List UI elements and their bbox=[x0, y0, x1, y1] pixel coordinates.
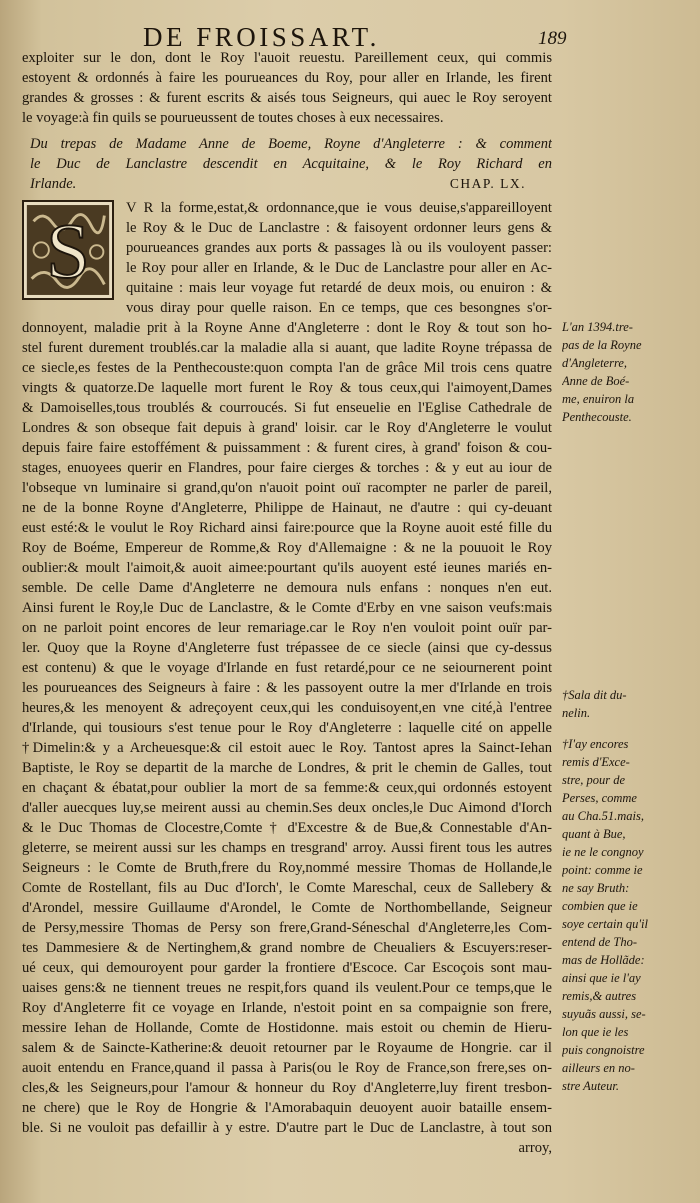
text-line: Londres & son obseque fait depuis à grand' loisir. car le Roy d'Angleterre le voulut bbox=[22, 420, 552, 436]
text-line: grandes & grosses : & furent escrits & aisés tous Seigneurs, qui auec le Roy seroyent bbox=[22, 90, 552, 106]
text-line: auoit entendu en France,quand il passa à Paris(ou le Roy de France,son frere,ses on- bbox=[22, 1060, 552, 1076]
margin-line: ie ne le congnoy bbox=[562, 845, 644, 859]
text-line: d'Arondel, messire Guillaume d'Arondel, le Comte de Northombellande, Seigneur bbox=[22, 900, 552, 916]
text-line: de Persy,messire Thomas de Persy son frere,Grand-Séneschal d'Angleterre,les Com- bbox=[22, 920, 552, 936]
margin-note-dunelin bbox=[562, 686, 694, 722]
text-line: ué ceux, qui demouroyent pour garder la frontiere d'Escoce. Car Escoçois sont mau- bbox=[22, 960, 552, 976]
text-line: exploiter sur le don, dont le Roy l'auoit reuestu. Pareillement ceux, qui commis bbox=[22, 50, 552, 66]
margin-line: suyuãs aussi, se- bbox=[562, 1007, 646, 1021]
heading-line: Irlande. bbox=[30, 176, 77, 192]
main-paragraph bbox=[22, 318, 552, 1138]
text-line: oublier:& moult l'aimoit,& auoit aimee:pourtant qu'ils auoyent esté ieunes mariés en- bbox=[22, 560, 552, 576]
text-line: Ainsi furent le Roy,le Duc de Lanclastre, & le Comte d'Erby en vne saison veufs:mais bbox=[22, 600, 552, 616]
text-line: ne de la bonne Royne d'Angleterre, Philippe de Hainaut, ne d'autre : qui cy-deuant bbox=[22, 500, 552, 516]
margin-line: remis,& autres bbox=[562, 989, 637, 1003]
text-line: Baptiste, le Roy se departit de la marche de Londres, & prit le chemin de Galles, tout bbox=[22, 760, 552, 776]
margin-line: L'an 1394.tre- bbox=[562, 320, 633, 334]
margin-line: mas de Hollãde: bbox=[562, 953, 645, 967]
text-line: salem & de Saincte-Katherine:& deuoit retourner par le Royaume de Hongrie. car il bbox=[22, 1040, 552, 1056]
text-line: l'obseque vn luminaire si grand,qu'on n'auoit point ouï racompter ne parler de pareil, bbox=[22, 480, 552, 496]
text-line: tes Dammesiere & de Nertinghem,& grand nombre de Cheualiers & Escuyers:reser- bbox=[22, 940, 552, 956]
margin-line: me, enuiron la bbox=[562, 392, 635, 406]
text-line: est contenu) & que le voyage d'Irlande en fust retardé,pour ce ne seiournerent point bbox=[22, 660, 552, 676]
catchword: arroy, bbox=[518, 1140, 552, 1156]
margin-line: point: comme ie bbox=[562, 863, 643, 877]
decorated-initial bbox=[22, 200, 114, 300]
text-line: pourueances grandes aux ports & passages là ou ils vouloyent passer: bbox=[126, 240, 552, 256]
text-line: gleterre, se meirent aussi sur les champs en tresgrand' arroy. Aussi firent tous les autres bbox=[22, 840, 552, 856]
margin-line: Perses, comme bbox=[562, 791, 637, 805]
text-line: V R la forme,estat,& ordonnance,que ie vous deuise,s'appareilloyent bbox=[126, 200, 552, 216]
heading-last-row bbox=[30, 174, 552, 194]
chapter-number: CHAP. LX. bbox=[449, 176, 526, 191]
text-line: le Roy pour aller en Irlande, & le Duc de Lanclastre pour aller en Ac- bbox=[126, 260, 552, 276]
page-number: 189 bbox=[538, 28, 567, 49]
text-line: le voyage:à fin quils se pourueussent de toutes choses à eux necessaires. bbox=[22, 110, 444, 126]
margin-line: †I'ay encores bbox=[562, 737, 629, 751]
margin-line: †Sala dit du- bbox=[562, 688, 627, 702]
text-line: semble. De celle Dame d'Angleterre ne demoura nuls enfans : nonques n'en eut. bbox=[22, 580, 552, 596]
opening-paragraph bbox=[22, 48, 552, 128]
margin-line: soye certain qu'il bbox=[562, 917, 648, 931]
text-line: on ne parloit point encores de leur remariage.car le Roy n'en vouloit point ouïr par- bbox=[22, 620, 552, 636]
text-line: heures,& les menoyent & adreçoyent ceux,qui les conduisoyent,en vne cité,à l'entree bbox=[22, 700, 552, 716]
text-line: eust esté:& le voulut le Roy Richard ainsi faire:pource que la Royne auoit esté fille du bbox=[22, 520, 552, 536]
chapter-heading bbox=[22, 134, 552, 194]
text-line: vingts & quatorze.De laquelle mort furent le Roy & tous ceux,qui l'aimoyent,Dames bbox=[22, 380, 552, 396]
text-line: Roy de Boéme, Empereur de Romme,& Roy d'Allemaigne : & ne la pouuoit le Roy bbox=[22, 540, 552, 556]
margin-line: Penthecouste. bbox=[562, 410, 632, 424]
text-line: & le Duc Thomas de Clocestre,Comte † d'Excestre & de Bue,& Connestable d'An- bbox=[22, 820, 552, 836]
margin-line: combien que ie bbox=[562, 899, 638, 913]
text-line: Roy d'Angleterre fit ce voyage en Irlande, n'estoit point en sa compaignie son frere, bbox=[22, 1000, 552, 1016]
margin-note-death-of-queen bbox=[562, 318, 694, 426]
chapter-opening bbox=[22, 198, 552, 318]
text-line: †Dimelin:& y a Archeuesque:& cil estoit auec le Roy. Tantost apres la Sainct-Iehan bbox=[22, 740, 552, 756]
text-line: Seigneurs : le Comte de Bruth,frere du Roy,nommé messire Thomas de Hollande,le bbox=[22, 860, 552, 876]
heading-line: le Duc de Lanclastre descendit en Acquitaine, & le Roy Richard en bbox=[30, 156, 552, 172]
text-line: estoyent & ordonnés à faire les pourueances du Roy, pour aller en Irlande, les firent bbox=[22, 70, 552, 86]
text-line: vous diray pour quelle raison. En ce temps, que ces besongnes s'or- bbox=[126, 300, 552, 316]
margin-line: nelin. bbox=[562, 706, 591, 720]
text-line: donnoyent, maladie prit à la Royne Anne d'Angleterre : dont le Roy & tout son ho- bbox=[22, 320, 552, 336]
text-line: cles,& les Seigneurs,pour l'amour & honneur du Roy d'Angleterre,luy firent tresbon- bbox=[22, 1080, 552, 1096]
margin-note-editorial bbox=[562, 735, 694, 1095]
main-text-column bbox=[22, 48, 552, 1158]
margin-line: au Cha.51.mais, bbox=[562, 809, 644, 823]
text-line: Comte de Rostellant, fils au Duc d'Iorch', le Comte Mareschal, ceux de Sallebery & bbox=[22, 880, 552, 896]
margin-line: lon que ie les bbox=[562, 1025, 629, 1039]
text-line: d'aller auecques luy,se meirent aussi au chemin.Ses deux oncles,le Duc Aimond d'Iorch bbox=[22, 800, 552, 816]
text-line: depuis faire faire estoffément & puissamment : & furent cires, à grand' foison & cou- bbox=[22, 440, 552, 456]
initial-letter: S bbox=[46, 206, 90, 294]
text-line: messire Iehan de Hollande, Comte de Hostidonne. mais estoit ou chemin de Hieru- bbox=[22, 1020, 552, 1036]
heading-line: Du trepas de Madame Anne de Boeme, Royne d'Angleterre : & comment bbox=[30, 136, 552, 152]
text-line: quitaine : mais leur voyage fut retardé de deux mois, ou enuiron : & bbox=[126, 280, 552, 296]
text-line: d'Irlande, qui tousiours s'est tenue pour le Roy d'Angleterre : laquelle cité on appelle bbox=[22, 720, 552, 736]
margin-line: entend de Tho- bbox=[562, 935, 637, 949]
margin-line: stre Auteur. bbox=[562, 1079, 619, 1093]
margin-line: remis d'Exce- bbox=[562, 755, 630, 769]
text-line: ble. Si ne vouloit pas defaillir à y estre. D'autre part le Duc de Lanclastre, à tout son bbox=[22, 1120, 552, 1136]
text-line: ne chere) que le Roy de Hongrie & l'Amorabaquin deuoyent auoir bataille ensem- bbox=[22, 1100, 552, 1116]
margin-line: pas de la Royne bbox=[562, 338, 642, 352]
margin-line: quant à Bue, bbox=[562, 827, 626, 841]
text-line: le Roy & le Duc de Lanclastre : & faisoyent ordonner leurs gens & bbox=[126, 220, 552, 236]
running-head-title: DE FROISSART. bbox=[143, 22, 380, 52]
margin-line: puis congnoistre bbox=[562, 1043, 645, 1057]
margin-line: d'Angleterre, bbox=[562, 356, 628, 370]
text-line: uaises gens:& ne tiennent treues ne respit,fors quand ils veulent.Pour ce temps,que le bbox=[22, 980, 552, 996]
text-line: ler. Quoy que la Royne d'Angleterre fust trépassee de ce siecle (ainsi que cy-dessus bbox=[22, 640, 552, 656]
margin-line: ailleurs en no- bbox=[562, 1061, 635, 1075]
ornament-initial-icon bbox=[24, 202, 112, 298]
text-line: en chaçant & ébatat,pour oublier la mort de sa femme:& ceux,qui ordonnés estoyent bbox=[22, 780, 552, 796]
text-line: stel furent durement troublés.car la maladie alla si auant, que ladite Royne trépassa de bbox=[22, 340, 552, 356]
text-line: les pourueances des Seigneurs à faire : & les passoyent outre la mer d'Irlande en trois bbox=[22, 680, 552, 696]
margin-line: ainsi que ie l'ay bbox=[562, 971, 641, 985]
text-line: & Damoiselles,tous troublés & courroucés. Si fut enseuelie en l'Eglise Cathedrale de bbox=[22, 400, 552, 416]
margin-line: ne say Bruth: bbox=[562, 881, 630, 895]
text-line: ce siecle,es festes de la Penthecouste:quon compta l'an de grâce Mil trois cens quatre bbox=[22, 360, 552, 376]
text-line: stages, enuoyees querir en Flandres, pour faire cierges & torches : & y eut au iour de bbox=[22, 460, 552, 476]
margin-line: Anne de Boé- bbox=[562, 374, 630, 388]
margin-line: stre, pour de bbox=[562, 773, 626, 787]
